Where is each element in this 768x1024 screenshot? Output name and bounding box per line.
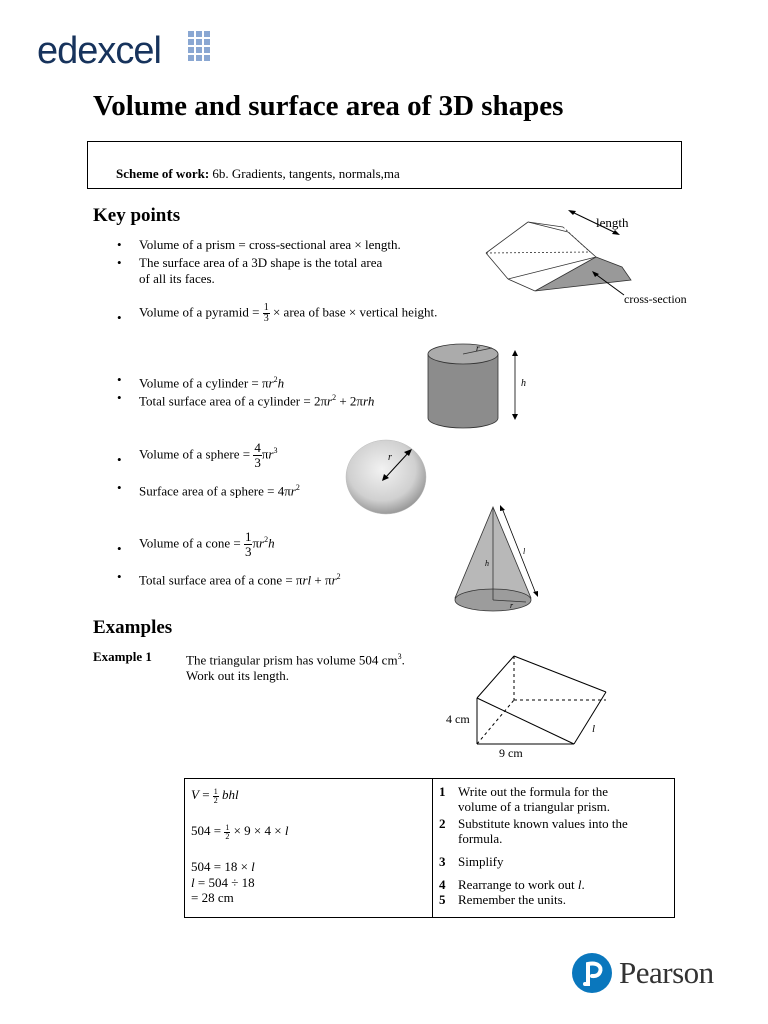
pyr-den: 3 — [263, 313, 269, 324]
step-1 — [439, 784, 610, 814]
ks-a: Total surface area of a cone = π — [139, 572, 303, 588]
length-l-label: l — [592, 723, 596, 735]
ks-r: r — [331, 572, 337, 588]
sa-line-1: The surface area of a 3D shape is the total area — [139, 255, 383, 270]
cylinder-sa-text — [139, 390, 374, 409]
sv-b: π — [261, 446, 269, 462]
sv-r: r — [268, 446, 274, 462]
step-1-text: Write out the formula for the — [458, 784, 609, 799]
step-4-var: l — [577, 877, 582, 892]
step-4 — [439, 877, 585, 892]
cv-sup: 2 — [273, 375, 278, 384]
cs-b: + 2π — [336, 393, 363, 409]
bullet: • — [117, 452, 122, 467]
pyr-num: 1 — [263, 302, 269, 313]
surface-area-text — [139, 255, 382, 287]
w3-l: l — [251, 859, 255, 874]
sv-num: 4 — [254, 440, 261, 455]
sa-line-2: of all its faces. — [139, 271, 215, 286]
w1-a: V — [191, 787, 199, 802]
step-3-num: 3 — [439, 854, 446, 869]
eq-a: The triangular prism has volume 504 cm — [186, 652, 398, 668]
step-4-end: . — [581, 877, 585, 892]
step-5-text: Remember the units. — [458, 892, 566, 907]
cone-volume-text — [139, 530, 275, 559]
sphere-diagram — [342, 438, 434, 520]
cv-h: h — [277, 375, 285, 391]
cone-diagram — [450, 500, 545, 620]
sphere-sa-text — [139, 480, 300, 499]
scheme-of-work — [116, 166, 400, 182]
scheme-label: Scheme of work: — [116, 166, 210, 181]
eq-line2: Work out its length. — [186, 668, 289, 684]
working-line-5: = 28 cm — [191, 890, 234, 905]
w2-den: 2 — [225, 831, 230, 841]
working-line-1 — [191, 787, 239, 805]
cone-l-label: l — [523, 547, 526, 556]
w3-a: 504 = 18 × — [191, 859, 252, 874]
w1-b: = — [198, 787, 213, 802]
length-label: length — [596, 215, 629, 230]
step-5 — [439, 892, 566, 907]
cross-section-label: cross-section — [624, 292, 687, 306]
w2-a: 504 = — [191, 823, 225, 838]
sv-a: Volume of a sphere = — [139, 446, 254, 462]
ks-rl: rl — [302, 572, 312, 588]
prism-volume-text: Volume of a prism = cross-sectional area × length. — [139, 237, 401, 252]
kv-sup: 2 — [264, 535, 269, 545]
examples-heading: Examples — [93, 617, 173, 638]
working-line-3 — [191, 859, 255, 874]
step-4-num: 4 — [439, 877, 446, 892]
pyr-b: × area of base × vertical height. — [269, 304, 438, 320]
w1-num: 1 — [213, 786, 218, 796]
cs-a: Total surface area of a cylinder = 2π — [139, 393, 328, 409]
step-2-num: 2 — [439, 816, 446, 831]
sphere-volume-text — [139, 441, 277, 470]
w1-den: 2 — [213, 795, 218, 805]
bullet: • — [117, 255, 122, 270]
bullet: • — [117, 480, 122, 495]
example-label: Example 1 — [93, 649, 152, 664]
height-label: 4 cm — [446, 712, 470, 726]
step-3-text: Simplify — [458, 854, 504, 869]
step-4-text: Rearrange to work out — [458, 877, 578, 892]
cv-r: r — [268, 375, 274, 391]
w2-num: 1 — [225, 822, 230, 832]
sphere-r-label: r — [388, 452, 392, 463]
cs-rh: rh — [363, 393, 375, 409]
w2-l: l — [284, 823, 289, 838]
pearson-logo-icon — [571, 952, 613, 994]
cylinder-h-label: h — [521, 378, 526, 389]
kv-b: π — [252, 535, 260, 551]
bullet: • — [117, 310, 122, 325]
pyr-frac — [263, 303, 270, 324]
cylinder-diagram — [420, 340, 535, 432]
step-2-text: Substitute known values into the — [458, 816, 628, 831]
pyramid-volume-text — [139, 303, 437, 324]
w4-l: l — [191, 875, 195, 890]
triangular-prism-diagram — [440, 648, 640, 763]
ss-r: r — [290, 483, 296, 499]
step-5-num: 5 — [439, 892, 446, 907]
ss-a: Surface area of a sphere = 4π — [139, 483, 291, 499]
page-title: Volume and surface area of 3D shapes — [93, 90, 564, 122]
edexcel-logo: edexcel — [37, 30, 161, 72]
w1-c: bhl — [218, 787, 239, 802]
working-line-2 — [191, 823, 288, 841]
working-line-4 — [191, 875, 255, 890]
bullet: • — [117, 390, 122, 405]
ks-b: + π — [311, 572, 332, 588]
step-3 — [439, 854, 504, 869]
kv-a: Volume of a cone = — [139, 535, 244, 551]
cone-r-label: r — [510, 601, 514, 610]
cone-h-label: h — [485, 559, 489, 568]
bullet: • — [117, 237, 122, 252]
example-question — [186, 649, 405, 684]
prism-diagram — [478, 205, 698, 310]
pyr-a: Volume of a pyramid = — [139, 304, 263, 320]
sv-den: 3 — [254, 455, 261, 470]
ks-sup: 2 — [336, 572, 341, 581]
edexcel-grid-icon — [188, 31, 216, 63]
w4-b: = 504 ÷ 18 — [194, 875, 255, 890]
cs-sup: 2 — [332, 393, 337, 402]
bullet: • — [117, 541, 122, 556]
step-2 — [439, 816, 628, 846]
cone-sa-text — [139, 569, 341, 588]
cs-r: r — [327, 393, 333, 409]
kv-num: 1 — [244, 529, 252, 544]
sv-sup: 3 — [273, 446, 278, 456]
bullet: • — [117, 569, 122, 584]
bullet: • — [117, 372, 122, 387]
kv-r: r — [259, 535, 265, 551]
base-label: 9 cm — [499, 746, 523, 760]
ss-sup: 2 — [295, 483, 300, 492]
key-points-heading: Key points — [93, 205, 181, 226]
sv-frac — [253, 441, 262, 470]
kv-h: h — [268, 535, 275, 551]
step-1-num: 1 — [439, 784, 446, 799]
cylinder-r-label: r — [476, 343, 480, 353]
cylinder-volume-text — [139, 372, 284, 391]
step-2-text2: formula. — [458, 831, 503, 846]
eq-sup: 3 — [397, 652, 402, 661]
scheme-value: 6b. Gradients, tangents, normals,ma — [209, 166, 400, 181]
kv-den: 3 — [244, 544, 252, 559]
w2-b: × 9 × 4 × — [230, 823, 285, 838]
step-1-text2: volume of a triangular prism. — [458, 799, 610, 814]
eq-b: . — [401, 652, 405, 668]
pearson-brand: Pearson — [619, 955, 714, 990]
cv-a: Volume of a cylinder = π — [139, 375, 269, 391]
